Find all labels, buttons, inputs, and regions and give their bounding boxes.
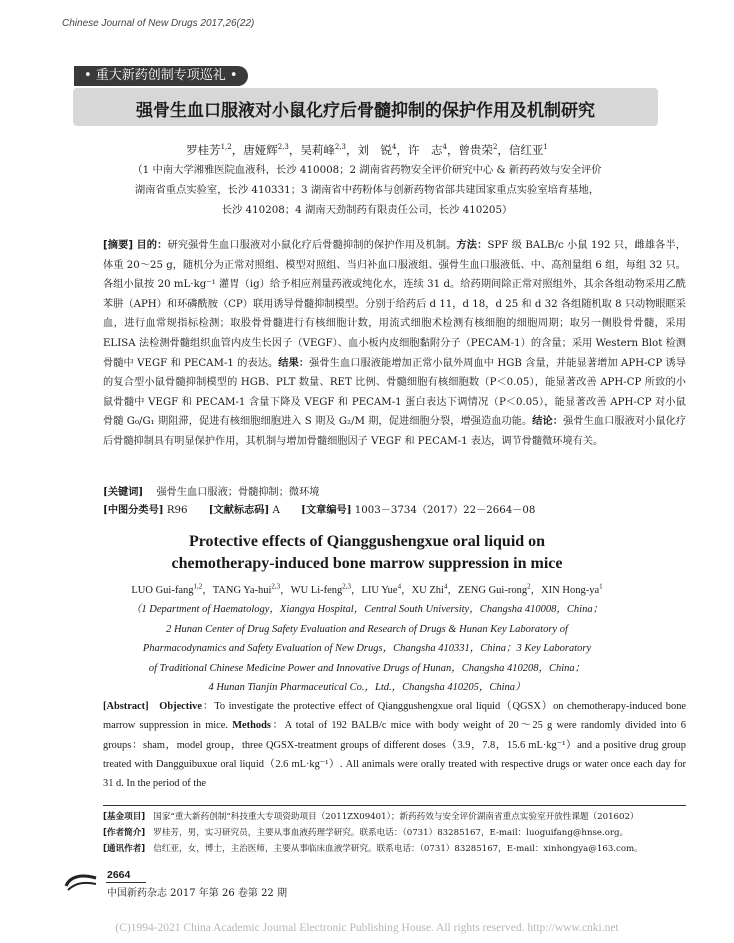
doc-code-value: A — [272, 505, 280, 516]
abstract-label: [摘要] — [103, 240, 134, 251]
author-affil-sup: 1 — [599, 582, 603, 591]
affil-line: Pharmacodynamics and Safety Evaluation of New Drugs，Changsha 410331，China；3 Key Laboratory — [142, 643, 592, 654]
footnote-divider — [103, 805, 686, 806]
author-name: XU Zhi — [411, 585, 444, 596]
methods-label-en: Methods — [232, 720, 271, 732]
affil-line: 湖南省重点实验室，长沙 410331；3 湖南省中药粉体与创新药物省部共建国家重点实验室培育基地， — [134, 184, 600, 196]
keywords-label: [关键词] — [103, 486, 144, 498]
abstract-english — [103, 697, 686, 793]
author-affil-sup: 2,3 — [334, 143, 347, 152]
objective-label-en: Objective — [159, 701, 202, 712]
footnote-text: 罗桂芳，男，实习研究员，主要从事血液药理学研究。联系电话：（0731）83285167，E-mail：luoguifang@hnse.org。 — [153, 828, 629, 838]
running-header: Chinese Journal of New Drugs 2017,26(22) — [62, 18, 255, 29]
page-number-rule — [106, 882, 146, 883]
affiliations-english — [40, 600, 694, 698]
author-name: ZENG Gui-rong — [457, 585, 528, 596]
article-no-label: [文章编号] — [301, 504, 352, 516]
author-affil-sup: 2,3 — [342, 582, 352, 591]
footnote-correspondence — [103, 841, 703, 857]
methods-label: 方法： — [456, 240, 488, 251]
objective-text: 研究强骨生血口服液对小鼠化疗后骨髓抑制的保护作用及机制。 — [167, 240, 457, 251]
author-affil-sup: 4 — [392, 143, 397, 152]
author-affil-sup: 4 — [442, 143, 447, 152]
footnote-text: 信红亚，女，博士，主治医师，主要从事临床血液学研究。联系电话：（0731）83285167，E-mail：xinhongya@163.com。 — [153, 844, 643, 854]
title-chinese: 强骨生血口服液对小鼠化疗后骨髓抑制的保护作用及机制研究 — [136, 101, 595, 121]
keywords-row — [103, 483, 319, 498]
author-name: LIU Yue — [361, 585, 398, 596]
classification-row — [103, 501, 703, 516]
copyright-notice: (C)1994-2021 China Academic Journal Electronic Publishing House. All rights reserved. http://www.cnki.net — [115, 922, 619, 934]
author-affil-sup: 4 — [397, 582, 402, 591]
keywords-text: 强骨生血口服液；骨髓抑制；微环境 — [156, 487, 320, 498]
author-name: 吴莉峰 — [300, 143, 335, 157]
author-affil-sup: 1,2 — [193, 582, 203, 591]
author-name: 曾贵荣 — [458, 143, 493, 157]
doc-code-label: [文献标志码] — [208, 504, 270, 516]
footnote-author — [103, 825, 703, 841]
objective-label: 目的： — [136, 240, 168, 251]
authors-chinese: 罗桂芳$^{1,2}$，唐娅辉$^{2,3}$，吴莉峰$^{2,3}$，刘 锐$^4$，许 志$^4$，曾贵荣$^2$，信红亚$^1$ — [186, 143, 548, 157]
clc-value: R96 — [166, 505, 188, 516]
affil-line: 4 Hunan Tianjin Pharmaceutical Co.，Ltd.，Changsha 410205，China） — [208, 682, 526, 693]
author-affil-sup: 2,3 — [271, 582, 281, 591]
author-name: 信红亚 — [508, 143, 544, 157]
affil-line: of Traditional Chinese Medicine Power and Innovative Drugs of Hunan，Changsha 410208，China； — [148, 662, 586, 674]
footnote-text: 国家“重大新药创制”科技重大专项资助项目（2011ZX09401）；新药药效与安全评价湖南省重点实验室开放性课题（201602） — [153, 812, 639, 822]
conclusion-text: 强骨生血口服液对小鼠化疗后骨髓抑制具有明显保护作用，其机制与增加骨髓细胞因子 VEGF 和 PECAM-1 表达，调节骨髓微环境有关。 — [103, 416, 687, 447]
authors-english: LUO Gui-fang$^{1,2}$，TANG Ya-hui$^{2,3}$，WU Li-feng$^{2,3}$，LIU Yue$^4$，XU Zhi$^4$，ZENG Gui-rong$^2$，XIN Hong-$ya^1$ — [131, 582, 603, 596]
affil-line: （1 中南大学湘雅医院血液科，长沙 410008；2 湖南省药物安全评价研究中心 & 新药药效与安全评价 — [132, 164, 602, 176]
footnote-label: [通讯作者] — [103, 844, 146, 854]
abstract-label-en: [Abstract] — [103, 701, 149, 712]
footnote-funding — [103, 809, 703, 825]
footnote-label: [作者简介] — [103, 828, 146, 838]
author-affil-sup: 1 — [543, 143, 548, 152]
author-name: 许 志 — [407, 143, 443, 157]
author-name: WU Li-feng — [290, 585, 343, 596]
author-affil-sup: 2 — [492, 143, 498, 152]
results-text: 强骨生血口服液能增加正常小鼠外周血中 HGB 含量，并能显著增加 APH-CP 诱导的复合型小鼠骨髓抑制模型的 HGB、PLT 数量、RET 比例、骨髓细胞有核细胞数（P＜0.05），能显著改善 APH-CP 所致的小鼠骨髓中 VEGF 和 PECAM-1 含量下降及 VEGF 和 PECAM-1 蛋白表达下调情况（P＜0.05），能显著改善 APH-CP 对小鼠骨髓 G₀/G₁ 期阻滞，促进有核细胞细胞进入 S 期及 G₂/M 期，促进细胞分裂，增强造血功能。 — [103, 357, 686, 428]
affiliations-chinese — [40, 160, 694, 220]
author-affil-sup: 2,3 — [277, 143, 289, 152]
abstract-chinese — [103, 236, 686, 452]
journal-issue: 中国新药杂志 2017 年第 26 卷第 22 期 — [107, 888, 287, 899]
affil-line: 2 Hunan Center of Drug Safety Evaluation and Research of Drugs & Hunan Key Laboratory of — [166, 623, 568, 635]
title-english-line: Protective effects of Qianggushengxue oral liquid on — [188, 533, 546, 550]
title-english-line: chemotherapy-induced bone marrow suppression in mice — [171, 555, 563, 572]
section-banner: • 重大新药创制专项巡礼 • — [74, 66, 248, 86]
affil-line: 长沙 410208；4 湖南天劲制药有限责任公司，长沙 410205） — [221, 204, 513, 216]
objective-text-en: ：To investigate the protective effect of Qianggushengxue oral liquid（QGSX）on chemotherapy-induced bone marrow suppression in mice. — [103, 701, 686, 732]
author-affil-sup: 2 — [527, 582, 531, 591]
author-name: 唐娅辉 — [243, 143, 278, 157]
article-no-value: 1003－3734（2017）22－2664－08 — [354, 505, 536, 516]
page-number: 2664 — [107, 869, 131, 881]
methods-text: SPF 级 BALB/c 小鼠 192 只，雌雄各半，体重 20～25 g，随机分为正常对照组、模型对照组、当归补血口服液组、强骨生血口服液低、中、高剂量组 6 组，每组 32 只。各组小鼠按 20 mL·kg⁻¹ 灌胃（ig）给予相应剂量药液或纯化水，连续 31 d。给药期间除正常对照组外，其余各组动物采用乙酰苯肼（APH）和环磷酰胺（CP）联用诱导骨髓抑制模型。分别于给药后 d 11，d 18，d 25 和 d 32 各组随机取 8 只动物眼眶采血，进行血常规指标检测；取股骨骨髓进行有核细胞计数，用流式细胞术检测有核细胞的细胞周期；取另一侧股骨骨髓，采用 ELISA 法检测骨髓组织血管内皮生长因子（VEGF）、血小板内皮细胞黏附分子（PECAM-1）的含量；采用 Western Blot 检测骨髓中 VEGF 和 PECAM-1 的表达。 — [103, 240, 686, 369]
author-name: 罗桂芳 — [186, 143, 221, 157]
author-name: XIN Hong-ya — [541, 585, 600, 596]
author-name: 刘 锐 — [357, 143, 393, 157]
methods-text-en: ：A total of 192 BALB/c mice with body weight of 20～25 g were randomly divided into 6 groups：sham，model group，three QGSX-treatment groups of different doses（3.9，7.8，15.6 mL·kg⁻¹）and a positive drug group treated with Dangguibuxue oral liquid（2.6 mL·kg⁻¹）. All animals were orally treated with respective drugs or water once each day for 31 d. In the period of the — [103, 720, 686, 790]
affil-line: （1 Department of Haematology，Xiangya Hospital，Central South University，Changsha 410008，China； — [130, 604, 604, 615]
journal-logo-icon — [62, 872, 100, 894]
footnote-label: [基金项目] — [103, 812, 146, 822]
author-name: TANG Ya-hui — [212, 585, 272, 596]
clc-label: [中图分类号] — [103, 504, 164, 516]
author-affil-sup: 4 — [443, 582, 448, 591]
conclusion-label: 结论： — [532, 416, 564, 428]
results-label: 结果： — [278, 357, 310, 369]
author-name: LUO Gui-fang — [131, 585, 194, 596]
title-english — [40, 531, 694, 575]
author-affil-sup: 1,2 — [220, 143, 232, 152]
